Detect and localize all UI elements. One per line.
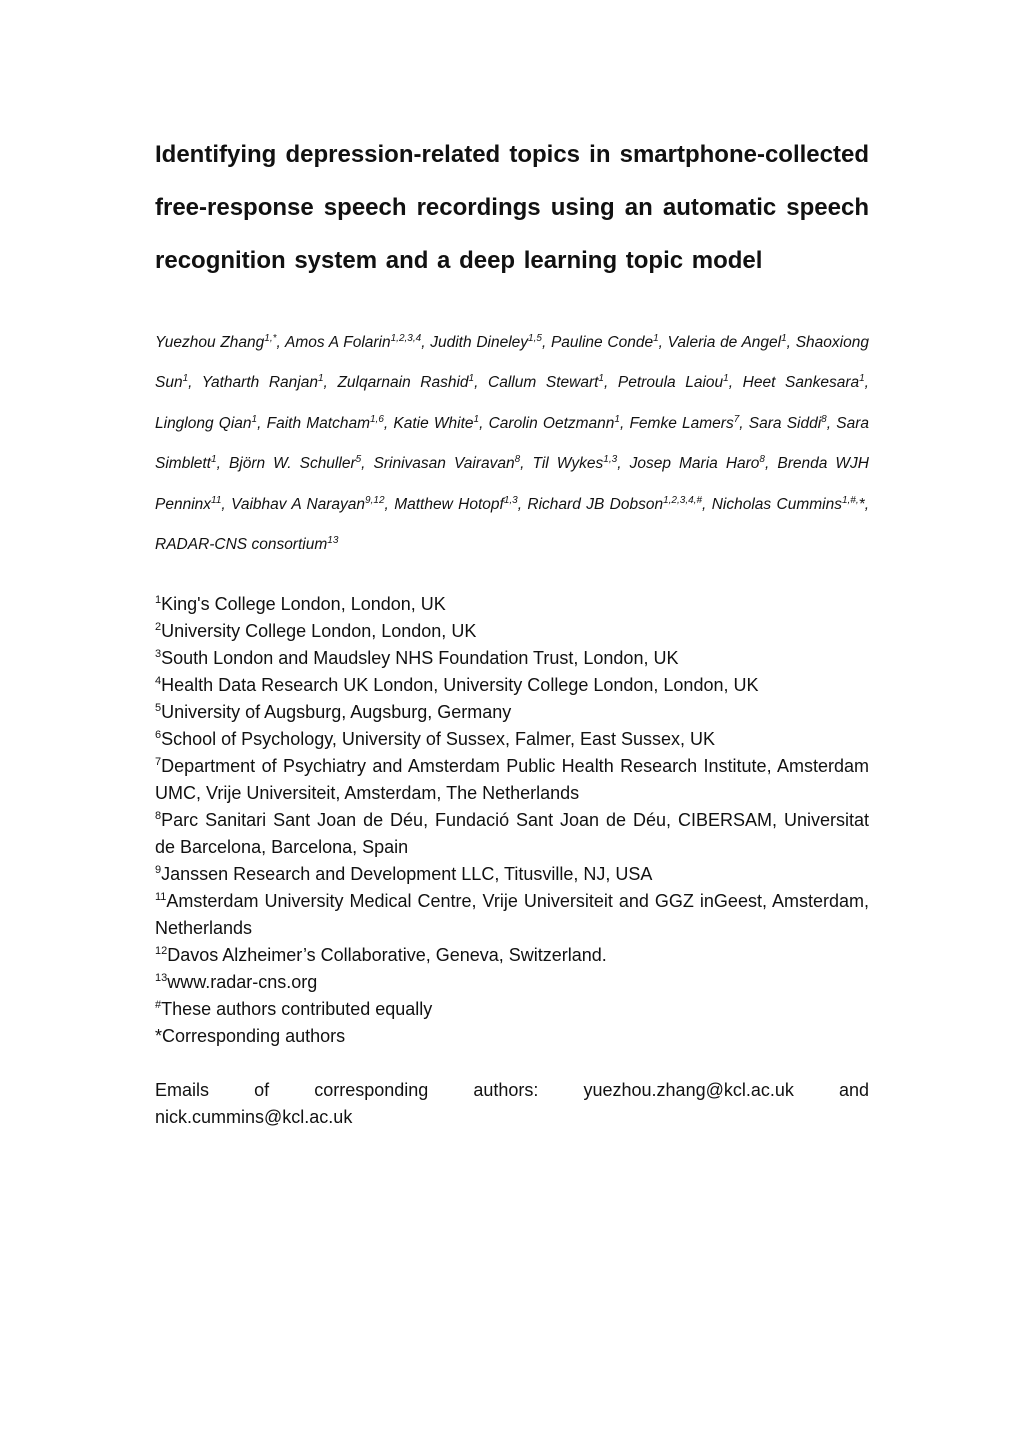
affiliation-mark: 2: [155, 621, 162, 634]
affiliation-text: University of Augsburg, Augsburg, Germany: [161, 702, 512, 723]
affiliation-mark: 13: [155, 972, 168, 985]
author-separator: ,: [826, 414, 837, 432]
author-separator: ,: [864, 374, 869, 392]
author-name: Björn W. Schuller: [228, 455, 356, 473]
author-affiliation-mark: 1,3: [503, 494, 518, 506]
affiliation-item: [155, 969, 869, 996]
affiliation-mark: 3: [155, 648, 162, 661]
author-name: Til Wykes: [532, 455, 604, 473]
emails-line-1: Emails of corresponding authors: yuezhou.zhang@kcl.ac.uk and: [155, 1080, 869, 1101]
author-name: Vaibhav A Narayan: [231, 495, 366, 513]
author-affiliation-mark: 1: [468, 373, 475, 385]
affiliation-item: [155, 1023, 869, 1050]
author-name: Heet Sankesara: [742, 374, 860, 392]
corresponding-emails: [155, 1077, 869, 1131]
author-affiliation-mark: 8: [759, 454, 765, 466]
author-affiliation-mark: 1: [317, 373, 324, 385]
author-name: Faith Matcham: [266, 414, 370, 432]
author-name: Josep Maria Haro: [629, 455, 760, 473]
author-affiliation-mark: 1,2,3,4: [390, 333, 422, 344]
affiliation-text: Parc Sanitari Sant Joan de Déu, Fundació Sant Joan de Déu, CIBERSAM, Universitat de Barcelona, Barcelona, Spain: [155, 810, 869, 858]
author-name: Brenda WJH Penninx: [155, 455, 869, 513]
affiliation-item: [155, 591, 869, 618]
author-affiliation-mark: 1: [653, 333, 659, 344]
affiliation-mark: 6: [155, 729, 162, 742]
author-separator: ,: [421, 334, 431, 351]
affiliation-text: These authors contributed equally: [161, 999, 433, 1020]
affiliation-item: [155, 753, 869, 807]
author-affiliation-mark: 5: [355, 454, 362, 466]
author-affiliation-mark: 1: [473, 413, 480, 425]
author-separator: ,: [221, 495, 232, 513]
author-name: Callum Stewart: [488, 374, 599, 392]
author-affiliation-mark: 8: [821, 413, 827, 425]
author-name: Sara Simblett: [155, 414, 869, 473]
author-affiliation-mark: 9,12: [365, 494, 385, 506]
author-separator: ,: [520, 455, 533, 473]
author-separator: ,: [257, 414, 267, 432]
author-separator: ,: [617, 455, 630, 473]
author-separator: ,: [479, 414, 489, 432]
author-affiliation-mark: 11: [211, 494, 222, 506]
author-name: Pauline Conde: [550, 334, 654, 351]
author-separator: ,: [361, 455, 374, 473]
author-separator: ,: [517, 495, 528, 513]
author-separator: ,: [541, 334, 551, 351]
author-name: Linglong Qian: [155, 414, 252, 432]
author-affiliation-mark: 1: [859, 373, 865, 385]
author-separator: ,: [702, 495, 712, 513]
author-name: Sara Siddi: [748, 414, 822, 432]
author-affiliation-mark: 1,*: [264, 333, 277, 344]
paper-title: [155, 128, 869, 287]
affiliation-text: King's College London, London, UK: [161, 594, 446, 615]
author-name: Matthew Hotopf: [394, 495, 504, 513]
author-separator: ,: [188, 374, 202, 392]
affiliation-mark: #: [155, 999, 162, 1012]
author-separator: ,: [739, 414, 749, 432]
author-separator: ,: [384, 495, 395, 513]
paper-title-page: [155, 128, 869, 1131]
affiliation-item: [155, 807, 869, 861]
author-affiliation-mark: 1: [211, 454, 217, 466]
author-affiliation-mark: 1: [251, 413, 258, 425]
author-affiliation-mark: 1,5: [528, 333, 542, 344]
author-name: Zulqarnain Rashid: [337, 374, 469, 392]
affiliation-text: *Corresponding authors: [155, 1026, 346, 1047]
author-separator: ,: [658, 334, 668, 351]
affiliation-text: Amsterdam University Medical Centre, Vrije Universiteit and GGZ inGeest, Amsterdam, Netherlands: [155, 891, 869, 939]
affiliation-item: [155, 942, 869, 969]
author-name: RADAR-CNS consortium: [155, 536, 328, 554]
author-name: Shaoxiong Sun: [155, 334, 869, 392]
author-separator: ,: [276, 334, 285, 351]
affiliation-mark: 9: [155, 864, 162, 877]
author-list: [155, 323, 869, 565]
author-separator: ,: [728, 374, 743, 392]
author-affiliation-mark: 1,#,: [841, 494, 859, 506]
affiliation-item: [155, 672, 869, 699]
emails-line-2: nick.cummins@kcl.ac.uk: [155, 1107, 353, 1128]
author-separator: ,: [474, 374, 489, 392]
author-affiliation-mark: 1: [723, 373, 729, 385]
affiliation-text: School of Psychology, University of Sussex, Falmer, East Sussex, UK: [161, 729, 716, 750]
author-affiliation-mark: 8: [514, 454, 521, 466]
affiliation-item: [155, 996, 869, 1023]
affiliation-mark: 5: [155, 702, 162, 715]
affiliation-text: www.radar-cns.org: [167, 972, 318, 993]
affiliation-item: [155, 726, 869, 753]
affiliation-item: [155, 888, 869, 942]
affiliation-text: Davos Alzheimer’s Collaborative, Geneva, Switzerland.: [167, 945, 607, 966]
title-line-3: recognition system and a deep learning topic model: [155, 247, 763, 274]
author-name: Judith Dineley: [430, 334, 529, 351]
affiliation-mark: 12: [155, 945, 168, 958]
author-affiliation-mark: 13: [327, 535, 339, 547]
affiliation-mark: 7: [155, 756, 162, 769]
author-affiliation-mark: 1: [614, 413, 620, 425]
title-line-2: free-response speech recordings using an automatic speech: [155, 194, 869, 221]
author-name: Richard JB Dobson: [527, 495, 664, 513]
author-name: Carolin Oetzmann: [488, 414, 615, 432]
affiliation-mark: 4: [155, 675, 162, 688]
author-name: Valeria de Angel: [667, 334, 782, 351]
affiliation-mark: 11: [155, 891, 167, 904]
author-name: Nicholas Cummins: [711, 495, 842, 513]
affiliation-text: South London and Maudsley NHS Foundation Trust, London, UK: [161, 648, 679, 669]
author-name: Srinivasan Vairavan: [373, 455, 515, 473]
affiliation-item: [155, 645, 869, 672]
affiliation-text: University College London, London, UK: [161, 621, 477, 642]
author-name: Petroula Laiou: [617, 374, 724, 392]
author-separator: ,: [216, 455, 229, 473]
author-name: Yatharth Ranjan: [201, 374, 318, 392]
author-affiliation-mark: 1: [781, 333, 787, 344]
author-affiliation-mark: 1,3: [603, 454, 618, 466]
author-separator: ,: [786, 334, 796, 351]
author-separator: *,: [858, 495, 869, 513]
affiliation-item: [155, 699, 869, 726]
author-affiliation-mark: 1,6: [370, 413, 384, 425]
author-separator: ,: [619, 414, 630, 432]
author-name: Amos A Folarin: [284, 334, 391, 351]
title-line-1: Identifying depression-related topics in smartphone-collected: [155, 141, 869, 168]
author-separator: ,: [764, 455, 778, 473]
author-separator: ,: [323, 374, 338, 392]
author-name: Katie White: [393, 414, 474, 432]
author-affiliation-mark: 1: [598, 373, 604, 385]
author-name: Yuezhou Zhang: [155, 334, 265, 351]
affiliation-list: [155, 591, 869, 1050]
author-name: Femke Lamers: [629, 414, 734, 432]
affiliation-item: [155, 861, 869, 888]
author-affiliation-mark: 1: [182, 373, 189, 385]
affiliation-mark: 8: [155, 810, 162, 823]
affiliation-text: Health Data Research UK London, University College London, London, UK: [161, 675, 759, 696]
affiliation-item: [155, 618, 869, 645]
affiliation-text: Department of Psychiatry and Amsterdam Public Health Research Institute, Amsterdam UMC, Vrije Universiteit, Amsterdam, The Netherlands: [155, 756, 869, 804]
author-affiliation-mark: 7: [733, 413, 740, 425]
affiliation-text: Janssen Research and Development LLC, Titusville, NJ, USA: [161, 864, 653, 885]
affiliation-mark: 1: [155, 594, 162, 607]
author-separator: ,: [603, 374, 618, 392]
author-separator: ,: [383, 414, 394, 432]
author-affiliation-mark: 1,2,3,4,#: [663, 494, 703, 506]
